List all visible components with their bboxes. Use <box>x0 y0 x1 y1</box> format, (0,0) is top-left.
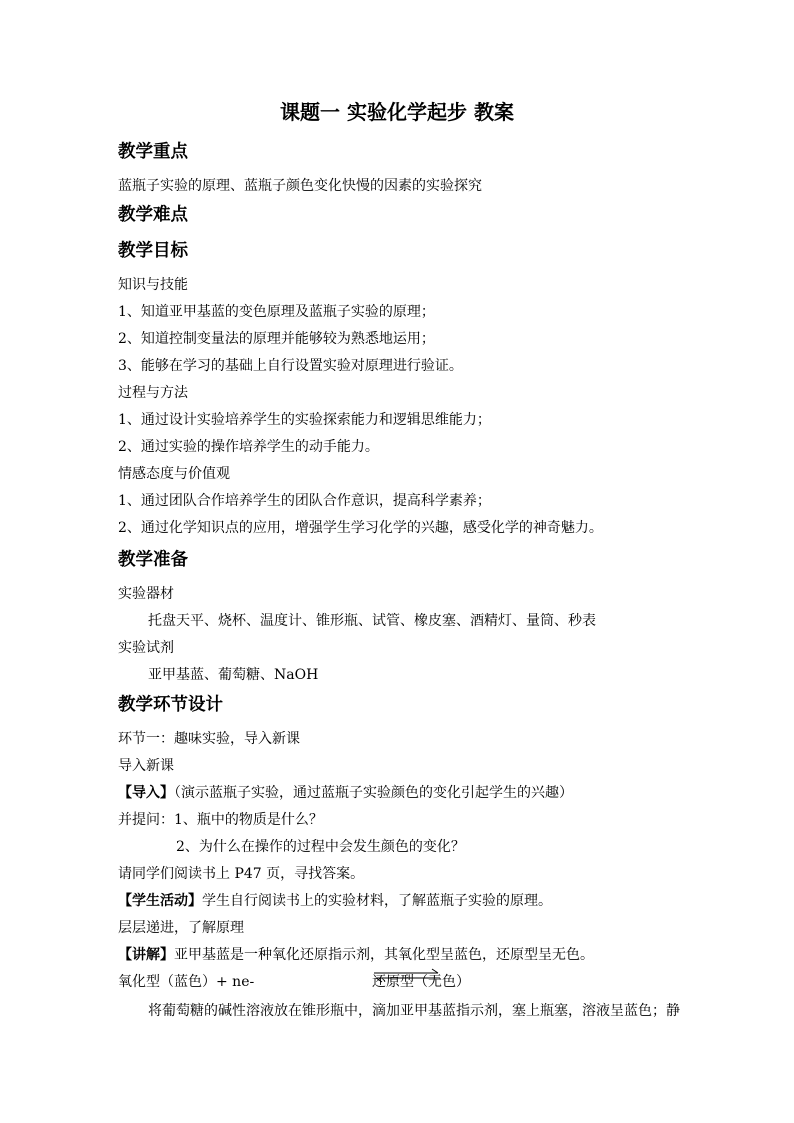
reagents-label: 实验试剂 <box>118 640 174 656</box>
question-line-1 <box>118 811 323 829</box>
intro-label: 导入新课 <box>118 758 174 774</box>
reversible-arrow-icon <box>372 968 442 984</box>
explain-line <box>118 946 594 964</box>
heading-difficulties: 教学难点 <box>118 205 188 225</box>
read-text: 请同学们阅读书上 P47 页，寻找答案。 <box>118 866 365 882</box>
final-text: 将葡萄糖的碱性溶液放在锥形瓶中，滴加亚甲基蓝指示剂，塞上瓶塞，溶液呈蓝色；静 <box>148 1003 680 1019</box>
guide-line <box>118 784 573 802</box>
process-label: 过程与方法 <box>118 385 188 401</box>
knowledge-label: 知识与技能 <box>118 277 188 293</box>
reagents-text: 亚甲基蓝、葡萄糖、NaOH <box>148 667 319 683</box>
activity-text: 学生自行阅读书上的实验材料，了解蓝瓶子实验的原理。 <box>202 893 552 909</box>
explain-text: 亚甲基蓝是一种氧化还原指示剂，其氧化型呈蓝色，还原型呈无色。 <box>174 947 594 963</box>
process-item-2: 2、通过实验的操作培养学生的动手能力。 <box>118 439 379 455</box>
equipment-text: 托盘天平、烧杯、温度计、锥形瓶、试管、橡皮塞、酒精灯、量筒、秒表 <box>148 613 596 629</box>
heading-objectives: 教学目标 <box>118 241 188 261</box>
activity-tag: 【学生活动】 <box>118 893 202 909</box>
knowledge-item-2: 2、知道控制变量法的原理并能够较为熟悉地运用； <box>118 331 435 347</box>
guide-tag: 【导入】 <box>118 785 174 801</box>
page-title: 课题一 实验化学起步 教案 <box>280 100 514 124</box>
explain-tag: 【讲解】 <box>118 947 174 963</box>
layer-text: 层层递进，了解原理 <box>118 920 244 936</box>
heading-key-points: 教学重点 <box>118 142 188 162</box>
emotion-label: 情感态度与价值观 <box>118 466 230 482</box>
equation-left: 氧化型（蓝色）+ ne- <box>118 974 255 990</box>
process-item-1: 1、通过设计实验培养学生的实验探索能力和逻辑思维能力； <box>118 412 491 428</box>
question-2: 2、为什么在操作的过程中会发生颜色的变化？ <box>176 839 465 855</box>
equipment-label: 实验器材 <box>118 586 174 602</box>
emotion-item-2: 2、通过化学知识点的应用，增强学生学习化学的兴趣，感受化学的神奇魅力。 <box>118 520 603 536</box>
heading-design: 教学环节设计 <box>118 695 223 715</box>
activity-line <box>118 892 552 910</box>
equation-right: 还原型（无色） <box>372 974 470 990</box>
knowledge-item-3: 3、能够在学习的基础上自行设置实验对原理进行验证。 <box>118 358 463 374</box>
emotion-item-1: 1、通过团队合作培养学生的团队合作意识，提高科学素养； <box>118 493 491 509</box>
question-prefix: 并提问： <box>118 812 174 828</box>
knowledge-item-1: 1、知道亚甲基蓝的变色原理及蓝瓶子实验的原理； <box>118 304 435 320</box>
step1-text: 环节一：趣味实验，导入新课 <box>118 731 300 747</box>
key-points-text: 蓝瓶子实验的原理、蓝瓶子颜色变化快慢的因素的实验探究 <box>118 178 482 194</box>
guide-text: （演示蓝瓶子实验，通过蓝瓶子实验颜色的变化引起学生的兴趣） <box>174 785 573 801</box>
heading-preparation: 教学准备 <box>118 550 188 570</box>
question-1: 1、瓶中的物质是什么？ <box>174 812 323 828</box>
